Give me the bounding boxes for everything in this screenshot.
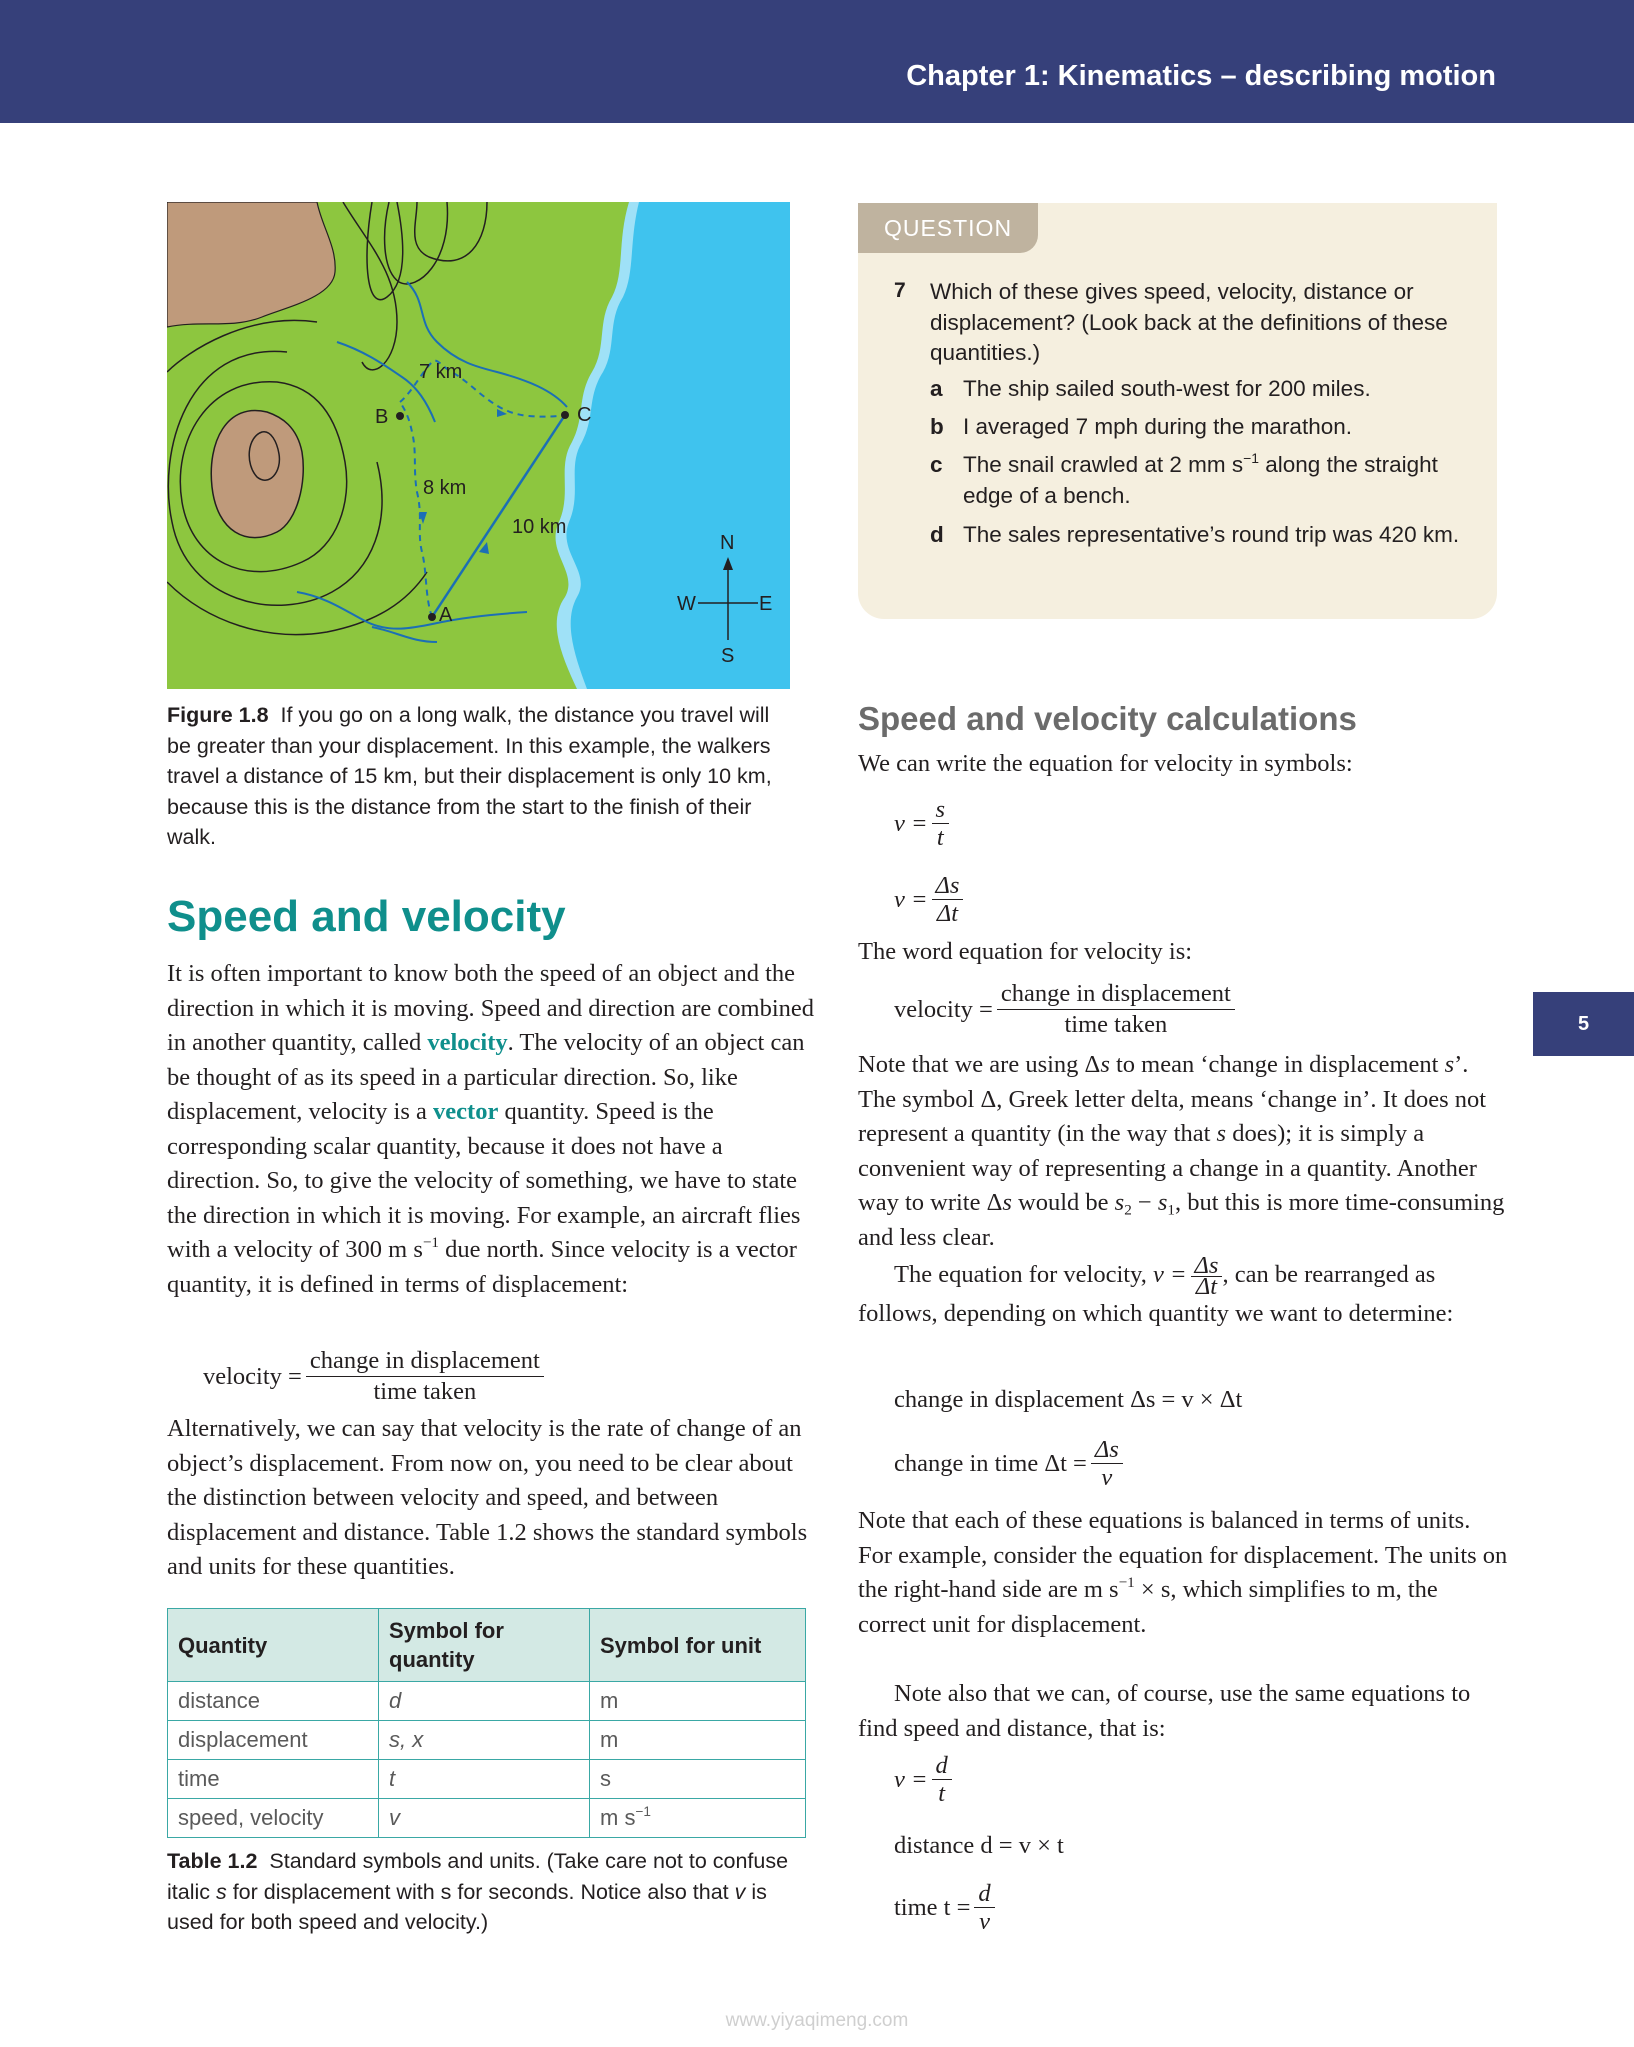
compass-west: W [677,593,696,615]
question-item-text: I averaged 7 mph during the marathon. [963,414,1352,439]
italic-symbol: s [1100,1051,1110,1078]
chapter-header-bar [0,0,1634,123]
fraction-denominator: t [936,824,944,851]
equation-fraction [932,1752,952,1807]
paragraph-delta-note [858,1048,1508,1255]
figure-caption-text: If you go on a long walk, the distance you travel will be greater than your displacement. In this example, the walkers travel a distance of 15 km, but their displacement is only 10 km, because this is the distance from the start to the finish of their walk. [167,703,772,849]
superscript: −1 [1118,1574,1135,1592]
point-a-marker [428,613,436,621]
equation-fraction [932,796,950,851]
fraction-numerator: Δs [1091,1436,1123,1464]
fraction-denominator: t [938,1780,946,1807]
equation-distance: distance d = v × t [894,1832,1064,1859]
compass-south: S [721,645,735,667]
cell-quantity: speed, velocity [168,1799,379,1838]
question-item-label: b [930,414,944,439]
table-header-symbol-unit: Symbol for unit [590,1609,806,1682]
footer-watermark: www.yiyaqimeng.com [725,2010,909,2031]
point-b-marker [396,412,404,420]
para-text: . The velocity of an object can be thought of as its speed in a particular direction. So, like displacement, velocity is a [167,1029,805,1125]
caption-text: for displacement with s for seconds. Notice also that [226,1879,735,1904]
cell-symbol: s, x [379,1721,590,1760]
cell-unit [590,1760,806,1799]
fraction-numerator: Δs [1191,1256,1223,1277]
fraction-denominator: v [979,1908,990,1935]
fraction-numerator: d [932,1752,952,1780]
para-text: quantity. Speed is the corresponding scalar quantity, because it does not have a direction. So, to give the velocity of something, we have to state the direction in which it is moving. For example, an aircraft flies with a velocity of 300 m s [167,1098,801,1263]
label-point-a: A [439,604,453,626]
table-header-symbol-quantity: Symbol for quantity [379,1609,590,1682]
item-text: along the straight edge of a bench. [963,452,1438,508]
label-7km: 7 km [419,361,463,383]
item-text: The snail crawled at 2 mm s [963,452,1244,477]
unit-text: m [600,1727,619,1752]
unit-superscript: −1 [635,1804,651,1820]
italic-symbol: s [1114,1189,1125,1216]
compass-north: N [720,532,735,554]
fraction-numerator: d [974,1880,994,1908]
equation-lhs: v = [894,1765,928,1793]
para-text: Note also that we can, of course, use the same equations to find speed and distance, that is: [858,1680,1471,1742]
table-header-quantity: Quantity [168,1609,379,1682]
para-text: Note that each of these equations is balanced in terms of units. For example, consider the equation for displacement. The units on the right-hand side are m s [858,1507,1508,1603]
para-text: does); it is simply a convenient way of representing a change in a quantity. Another way to write Δ [858,1120,1477,1216]
section-heading-calculations: Speed and velocity calculations [858,700,1357,737]
unit-text: s [600,1766,611,1791]
fraction-numerator: change in displacement [306,1346,544,1377]
unit-text: m s [600,1805,636,1830]
fraction-numerator: Δs [932,872,964,900]
para-text: The equation for velocity, [894,1261,1153,1289]
unit-text: m [600,1688,619,1713]
fraction-denominator: time taken [373,1378,477,1405]
equation-fraction [1091,1436,1123,1491]
question-item-label: c [930,452,943,477]
fraction-denominator: time taken [1064,1011,1168,1038]
equation-lhs: v = [894,809,928,837]
equation-lhs: velocity = [894,995,993,1023]
question-text: Which of these gives speed, velocity, distance or displacement? (Look back at the definitions of these quantities.) [930,279,1448,365]
question-item-text: The sales representative’s round trip was 420 km. [963,522,1460,547]
inline-fraction [1191,1252,1223,1300]
inline-equation-lhs: v = [1152,1261,1187,1289]
equation-lhs: change in time Δt = [894,1449,1087,1477]
caption-italic: v [734,1879,746,1904]
label-10km: 10 km [512,516,567,538]
para-text: to mean ‘change in displacement [1109,1051,1445,1078]
compass-east: E [759,593,773,615]
italic-symbol: s [1157,1189,1168,1216]
equation-fraction [306,1346,544,1407]
superscript: −1 [1243,449,1260,466]
question-box [858,203,1497,619]
caption-text: Standard symbols and units. (Take care not to confuse italic [167,1849,789,1904]
superscript: −1 [422,1234,440,1252]
equation-lhs: velocity = [203,1362,302,1390]
page-number-tab: 5 [1533,992,1634,1056]
caption-text: is used for both speed and velocity.) [167,1879,767,1934]
cell-symbol: d [379,1682,590,1721]
table-symbols-units [167,1608,806,1838]
question-item-text: The ship sailed south-west for 200 miles. [963,376,1371,401]
table-row [168,1760,806,1799]
equation-v-d-t [894,1752,952,1807]
equation-v-s-t [894,796,949,851]
table-caption [167,1846,807,1938]
para-text: would be [1011,1189,1115,1216]
para-text: , but this is more time-consuming and less clear. [858,1189,1505,1251]
cell-symbol: v [379,1799,590,1838]
figure-caption [167,700,799,853]
para-text: × s, which simplifies to m, the correct unit for displacement. [858,1576,1438,1638]
equation-time [894,1880,995,1935]
caption-italic: s [215,1879,227,1904]
fraction-denominator: Δt [1195,1273,1218,1300]
section-heading-speed-velocity: Speed and velocity [167,892,566,941]
paragraph-speed-velocity [167,957,817,1302]
table-row [168,1721,806,1760]
cell-symbol: t [379,1760,590,1799]
equation-fraction [932,872,964,927]
cell-quantity: displacement [168,1721,379,1760]
label-point-b: B [375,406,389,428]
cell-unit [590,1682,806,1721]
equation-displacement: change in displacement Δs = v × Δt [894,1386,1243,1413]
italic-symbol: s [1444,1051,1455,1078]
cell-quantity: time [168,1760,379,1799]
figure-map [167,202,790,689]
para-text: ’. The symbol Δ, Greek letter delta, means ‘change in’. It does not represent a quantity (in the way that [858,1051,1487,1147]
question-label: QUESTION [858,203,1038,253]
question-item-label: d [930,522,944,547]
question-item-text [963,450,1473,511]
cell-unit [590,1721,806,1760]
paragraph-rearrange [858,1252,1508,1332]
paragraph-distinction: Alternatively, we can say that velocity is the rate of change of an object’s displacement. From now on, you need to be clear about the distinction between velocity and speed, and between displacement and distance. Table 1.2 shows the standard symbols and units for these quantities. [167,1415,808,1580]
table-caption-label: Table 1.2 [167,1849,258,1873]
chapter-title: Chapter 1: Kinematics – describing motion [906,60,1496,92]
equation-change-time [894,1436,1123,1491]
paragraph-speed-distance [858,1677,1508,1746]
keyword-vector[interactable]: vector [433,1098,499,1125]
para-text: It is often important to know both the speed of an object and the direction in which it is moving. Speed and direction are combined in another quantity, called [167,960,815,1056]
subscript: 2 [1124,1201,1132,1219]
cell-quantity: distance [168,1682,379,1721]
table-header-row [168,1609,806,1682]
fraction-denominator: v [1101,1464,1113,1491]
figure-caption-label: Figure 1.8 [167,703,269,727]
para-text: due north. Since velocity is a vector quantity, it is defined in terms of displacement: [167,1236,797,1298]
italic-symbol: s [1002,1189,1012,1216]
equation-lhs: time t = [894,1893,971,1921]
fraction-denominator: Δt [936,900,959,927]
subscript: 1 [1167,1201,1176,1219]
fraction-numerator: s [932,796,950,824]
question-item-label: a [930,376,943,401]
para-text: Note that we are using Δ [858,1051,1101,1078]
equation-lhs: v = [894,885,928,913]
point-c-marker [561,411,569,419]
table-row [168,1799,806,1838]
label-point-c: C [577,404,592,426]
para-text: , can be rearranged as follows, depending on which quantity we want to determine: [858,1261,1454,1327]
equation-v-delta [894,872,963,927]
fraction-numerator: change in displacement [997,979,1235,1010]
paragraph-symbols-intro: We can write the equation for velocity in symbols: [858,750,1353,777]
question-number: 7 [894,279,906,302]
para-text: − [1131,1189,1158,1216]
equation-velocity-word-right [894,979,1235,1040]
paragraph-units-balanced [858,1504,1508,1642]
cell-unit [590,1799,806,1838]
equation-fraction [974,1880,994,1935]
paragraph-word-equation: The word equation for velocity is: [858,938,1193,965]
label-8km: 8 km [423,477,467,499]
equation-velocity-word-left [203,1346,544,1407]
table-row [168,1682,806,1721]
italic-symbol: s [1216,1120,1227,1147]
equation-fraction [997,979,1235,1040]
keyword-velocity[interactable]: velocity [427,1029,508,1056]
